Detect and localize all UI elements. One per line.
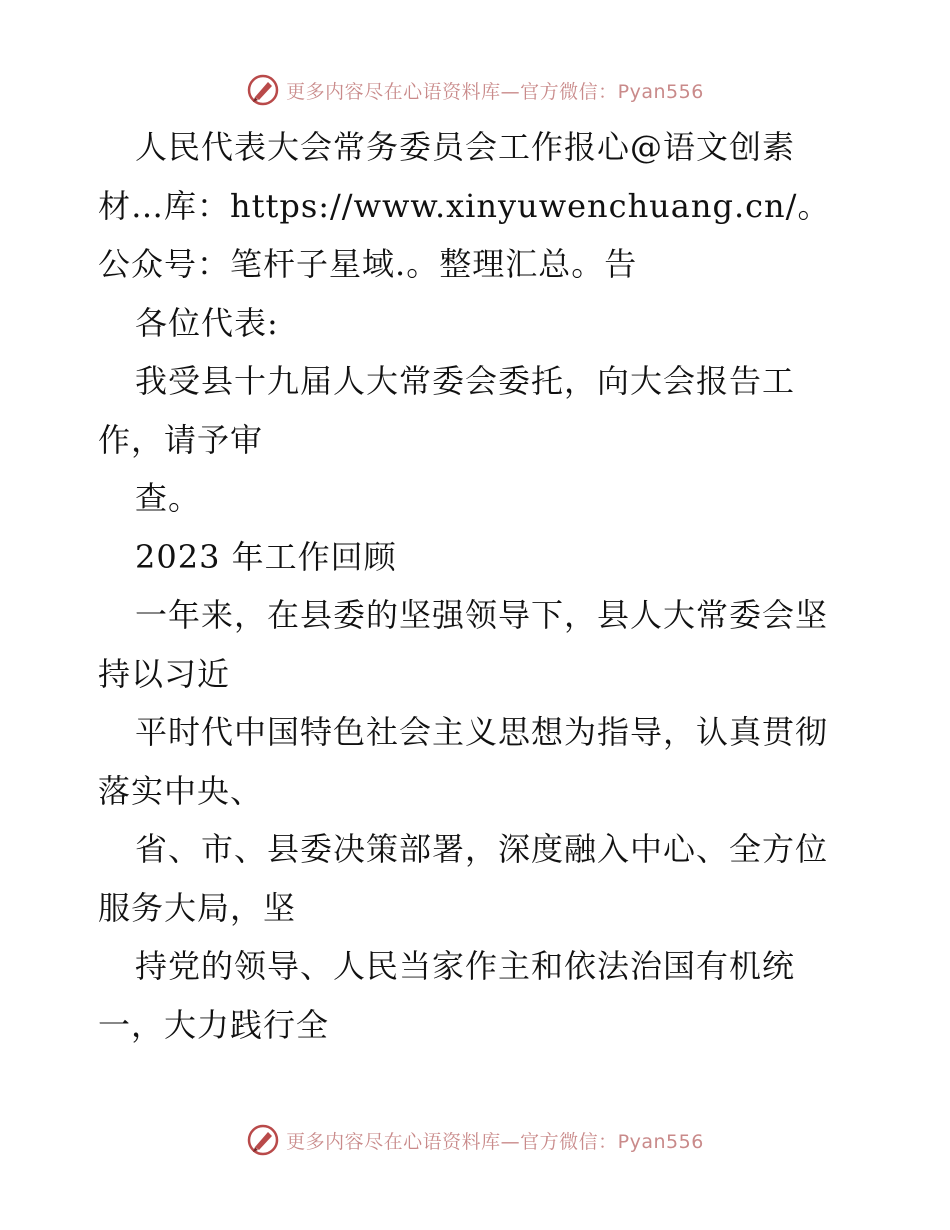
pen-nib-logo-icon [246, 73, 280, 107]
paragraph-salutation: 各位代表: [135, 303, 279, 342]
paragraph-review-3: 省、市、县委决策部署，深度融入中心、全方位服务大局，坚 [98, 830, 829, 927]
paragraph-intro: 我受县十九届人大常委会委托，向大会报告工作，请予审 [98, 362, 796, 459]
section-heading: 2023 年工作回顾 [135, 537, 397, 576]
document-body [98, 118, 858, 1054]
header-watermark-banner [0, 70, 950, 110]
pen-nib-logo-icon [246, 1123, 280, 1157]
watermark-text: 更多内容尽在心语资料库—官方微信：Pyan556 [286, 80, 704, 103]
paragraph-review-4: 持党的领导、人民当家作主和依法治国有机统一，大力践行全 [98, 947, 796, 1044]
watermark-text: 更多内容尽在心语资料库—官方微信：Pyan556 [286, 1130, 704, 1153]
paragraph-review-1: 一年来，在县委的坚强领导下，县人大常委会坚持以习近 [98, 596, 829, 693]
footer-watermark-banner [0, 1120, 950, 1160]
paragraph-review-2: 平时代中国特色社会主义思想为指导，认真贯彻落实中央、 [98, 713, 829, 810]
paragraph-title: 人民代表大会常务委员会工作报心@语文创素材…库：https://www.xinyuwenchuang.cn/。公众号：笔杆子星域.。整理汇总。告 [98, 128, 831, 283]
paragraph-intro-end: 查。 [135, 479, 202, 517]
